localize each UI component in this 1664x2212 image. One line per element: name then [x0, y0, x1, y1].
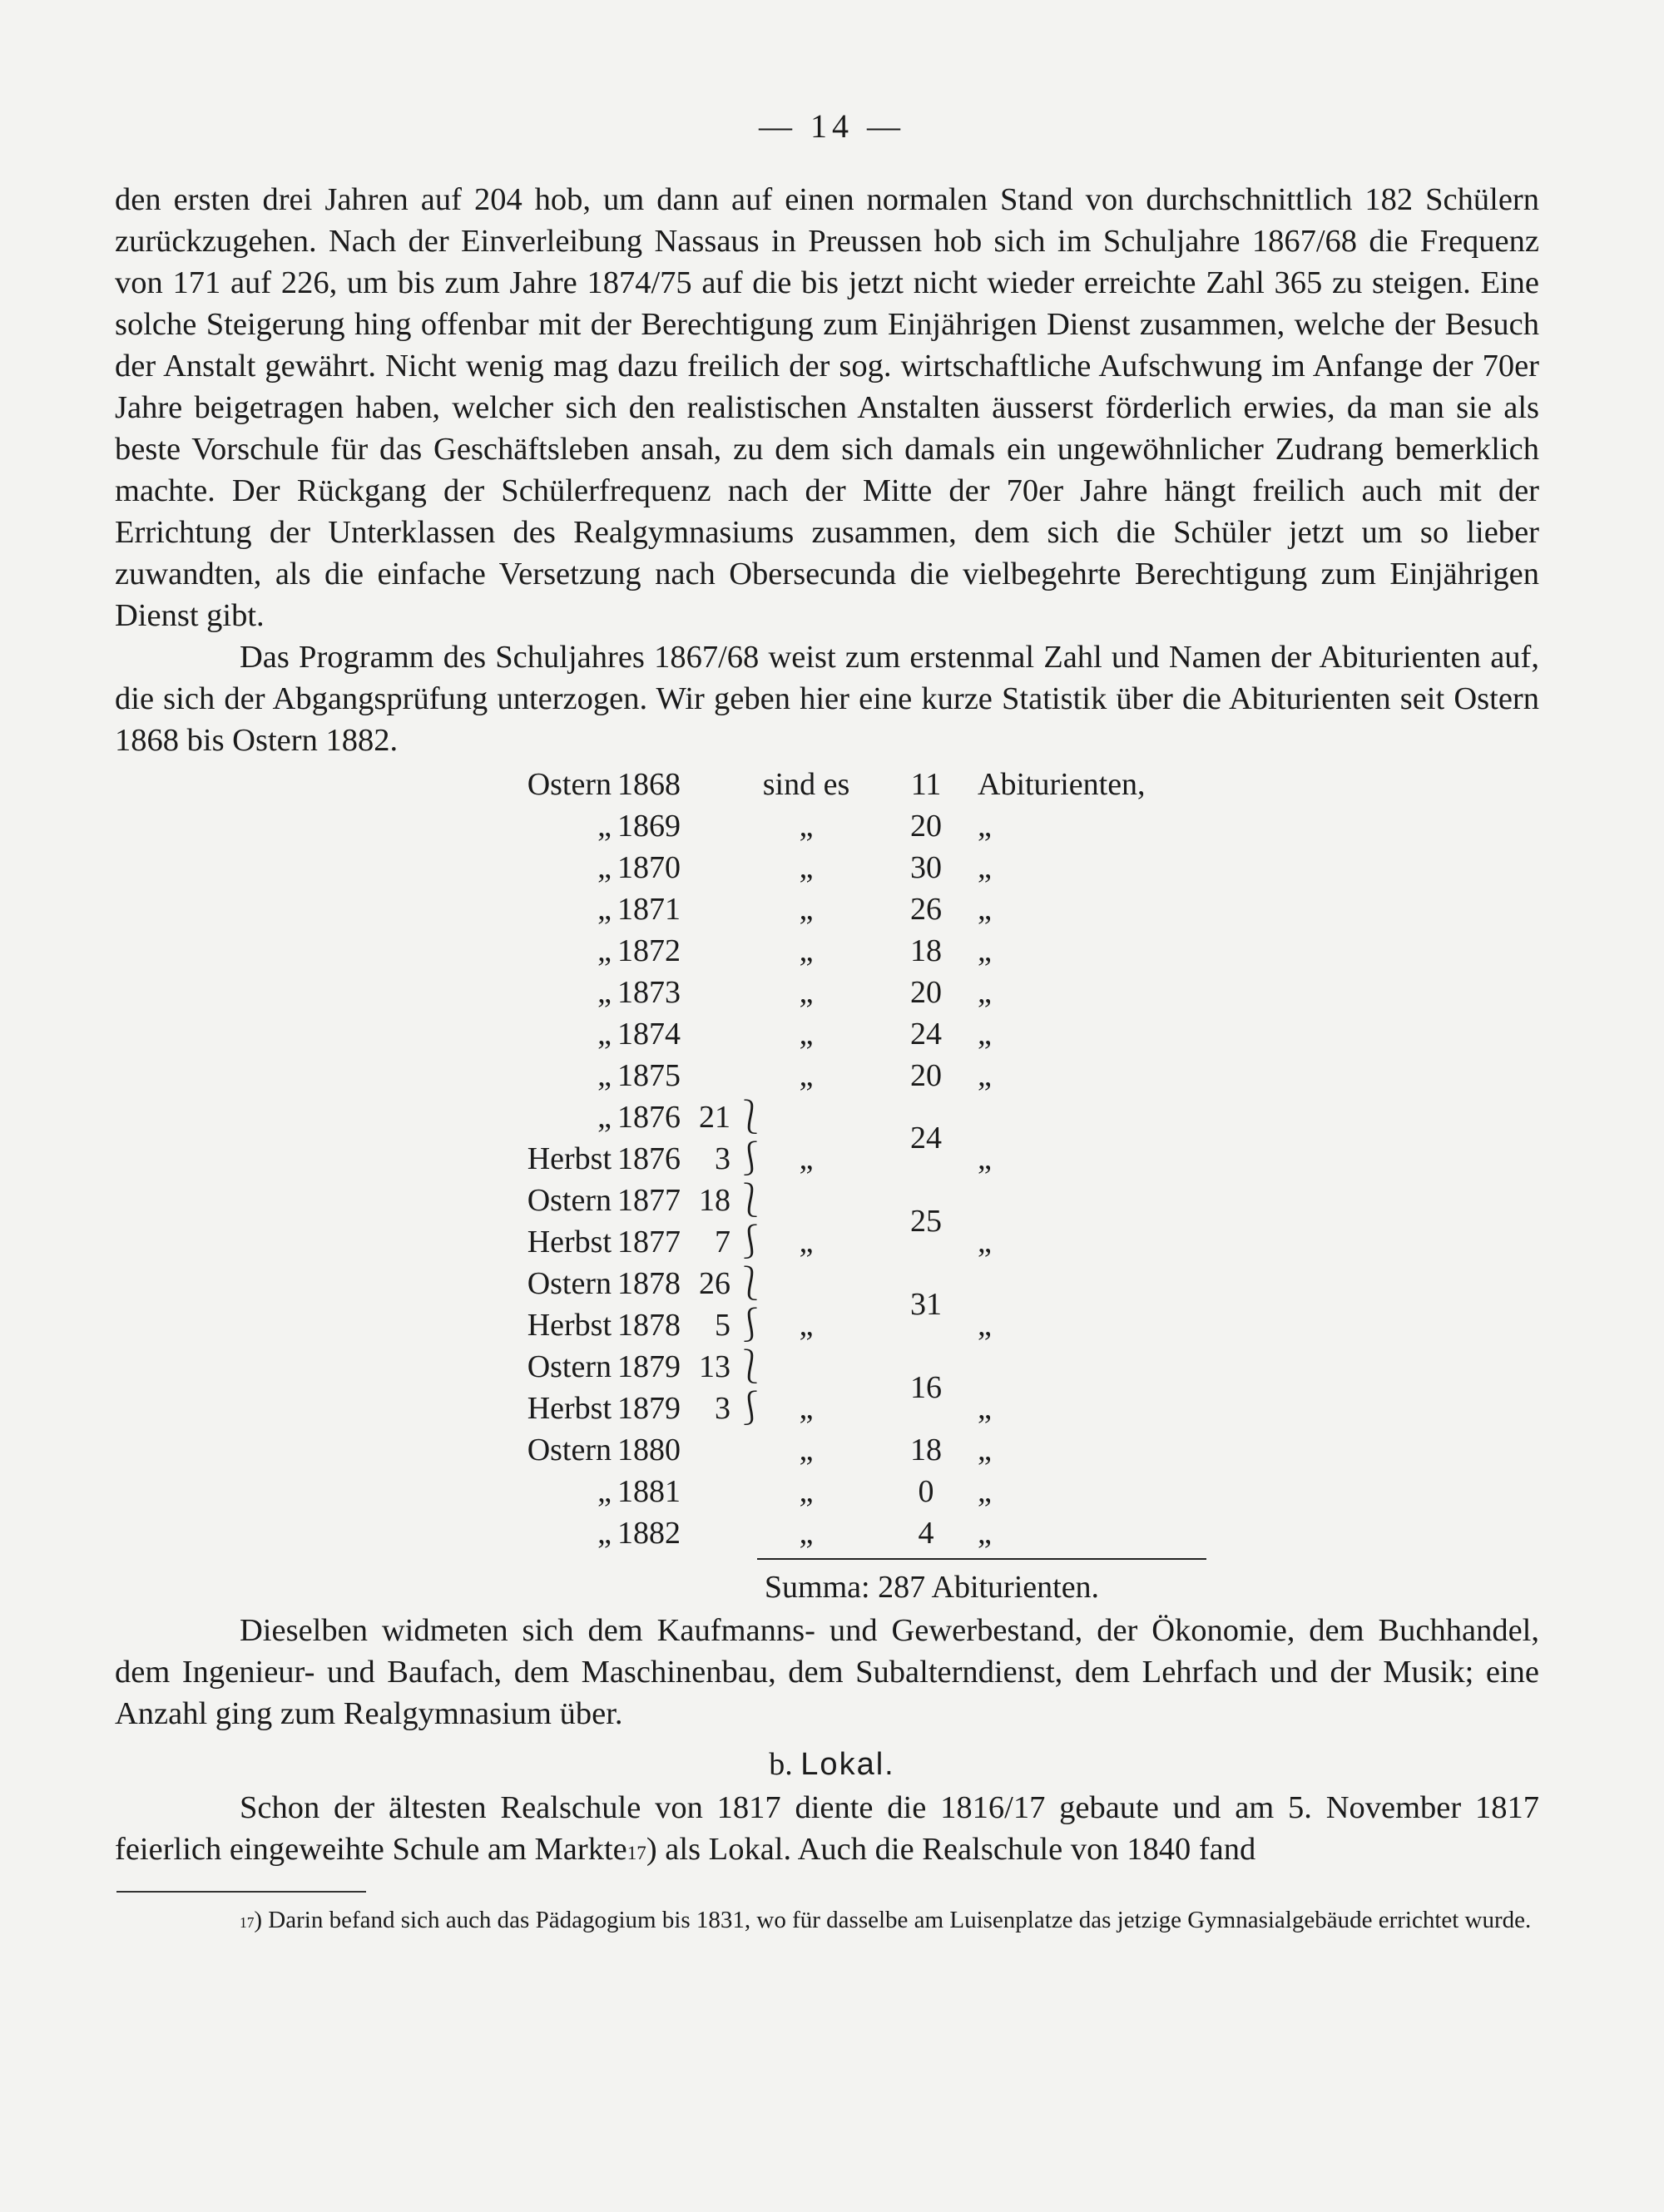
- season-label: Ostern: [527, 1183, 612, 1218]
- brace-mark: ⎱: [734, 1348, 767, 1385]
- footnote: [115, 1901, 1539, 1939]
- graduate-count: 26: [910, 892, 942, 927]
- ditto-mark: „: [978, 809, 992, 844]
- stat-row: [499, 805, 1181, 847]
- stat-row: [499, 930, 1181, 972]
- year-label: 1870: [617, 850, 681, 885]
- ditto-mark: „: [799, 1225, 814, 1259]
- lokal-paragraph: [115, 1787, 1539, 1870]
- graduate-count: 18: [910, 933, 942, 968]
- ditto-mark: „: [799, 850, 814, 885]
- season-label: „: [597, 1516, 612, 1551]
- sub-count: 3: [715, 1391, 730, 1426]
- section-heading-title: Lokal.: [800, 1747, 895, 1782]
- lokal-paragraph-body: [115, 1787, 1539, 1870]
- graduate-count: 20: [910, 975, 942, 1010]
- stat-group-row: [499, 1263, 1181, 1304]
- program-paragraph-text: Das Programm des Schuljahres 1867/68 weist zum erstenmal Zahl und Namen der Abiturienten auf, die sich der Abgangsprüfung unterzogen. Wir geben hier eine kurze Statistik über die Abiturienten seit Ostern 1868 bis Ostern 1882.: [115, 640, 1539, 758]
- ditto-mark: „: [978, 1058, 992, 1093]
- stat-group-row: [499, 1138, 1181, 1180]
- ditto-mark: „: [978, 1474, 992, 1509]
- footnote-text: ) Darin befand sich auch das Pädagogium bis 1831, wo für dasselbe am Luisenplatze das jetzige Gymnasialgebäude errichtet wurde.: [254, 1907, 1532, 1933]
- graduate-count: 24: [910, 1121, 942, 1155]
- ditto-mark: „: [978, 1391, 992, 1426]
- stat-group-row: [499, 1304, 1181, 1346]
- stat-row: [499, 888, 1181, 930]
- ditto-mark: „: [978, 933, 992, 968]
- season-label: „: [597, 809, 612, 844]
- stat-row: [499, 847, 1181, 888]
- graduate-count: 24: [910, 1017, 942, 1052]
- graduate-count: 20: [910, 809, 942, 844]
- brace-mark: ⎱: [734, 1098, 767, 1136]
- sub-count: 3: [715, 1141, 730, 1176]
- sub-count: 26: [699, 1266, 730, 1301]
- graduate-count: 4: [918, 1516, 934, 1551]
- ditto-mark: „: [978, 975, 992, 1010]
- ditto-mark: „: [799, 809, 814, 844]
- verb-label: sind es: [762, 767, 850, 802]
- stat-group-row: [499, 1221, 1181, 1263]
- ditto-mark: „: [799, 1433, 814, 1467]
- brace-mark: ⎰: [734, 1140, 767, 1177]
- ditto-mark: „: [799, 1017, 814, 1052]
- season-label: Herbst: [527, 1308, 612, 1343]
- ditto-mark: „: [978, 1225, 992, 1259]
- ditto-mark: „: [978, 1516, 992, 1551]
- ditto-mark: „: [799, 1141, 814, 1176]
- year-label: 1868: [617, 767, 681, 802]
- lokal-text-after-note: ) als Lokal. Auch die Realschule von 1840 fand: [646, 1832, 1256, 1867]
- sub-count: 18: [699, 1183, 730, 1218]
- brace-mark: ⎰: [734, 1223, 767, 1260]
- brace-mark: ⎰: [734, 1389, 767, 1427]
- stat-group-row: [499, 1180, 1181, 1221]
- season-label: „: [597, 1058, 612, 1093]
- career-paragraph: [115, 1610, 1539, 1734]
- section-heading: [0, 1744, 1664, 1785]
- season-label: „: [597, 933, 612, 968]
- stat-group-row: [499, 1096, 1181, 1138]
- season-label: „: [597, 850, 612, 885]
- section-heading-prefix: b.: [769, 1747, 793, 1782]
- program-paragraph: [115, 636, 1539, 761]
- intro-paragraph: den ersten drei Jahren auf 204 hob, um dann auf einen normalen Stand von durchschnittlich 182 Schülern zurückzugehen. Nach der Einverleibung Nassaus in Preussen hob sich im Schuljahre 1867/68 die Frequenz von 171 auf 226, um bis zum Jahre 1874/75 auf die bis jetzt nicht wieder erreichte Zahl 365 zu steigen. Eine solche Steigerung hing offenbar mit der Berechtigung zum Einjährigen Dienst zusammen, welche der Besuch der Anstalt gewährt. Nicht wenig mag dazu freilich der sog. wirtschaftliche Aufschwung im Anfange der 70er Jahre beigetragen haben, welcher sich den realistischen Anstalten äusserst förderlich erwies, da man sie als beste Vorschule für das Geschäftsleben ansah, zu dem sich damals ein ungewöhnlicher Zudrang bemerklich machte. Der Rückgang der Schülerfrequenz nach der Mitte der 70er Jahre hängt freilich auch mit der Errichtung der Unterklassen des Realgymnasiums zusammen, dem sich die Schüler jetzt um so lieber zuwandten, als die einfache Versetzung nach Obersecunda die vielbegehrte Berechtigung zum Einjährigen Dienst gibt.: [115, 182, 1539, 633]
- year-label: 1873: [617, 975, 681, 1010]
- season-label: „: [597, 975, 612, 1010]
- ditto-mark: „: [978, 1017, 992, 1052]
- stat-row: [499, 1013, 1181, 1055]
- year-label: 1879: [617, 1349, 681, 1384]
- ditto-mark: „: [978, 850, 992, 885]
- footnote-reference[interactable]: 17: [626, 1842, 646, 1863]
- year-label: 1878: [617, 1266, 681, 1301]
- ditto-mark: „: [799, 1474, 814, 1509]
- stat-group-row: [499, 1346, 1181, 1388]
- stat-row: [499, 1055, 1181, 1096]
- ditto-mark: „: [799, 1058, 814, 1093]
- summa-line: Summa: 287 Abiturienten.: [764, 1570, 1100, 1605]
- season-label: Herbst: [527, 1391, 612, 1426]
- season-label: Ostern: [527, 767, 612, 802]
- ditto-mark: „: [978, 1308, 992, 1343]
- graduate-count: 20: [910, 1058, 942, 1093]
- brace-mark: ⎱: [734, 1264, 767, 1302]
- year-label: 1876: [617, 1100, 681, 1135]
- season-label: „: [597, 1017, 612, 1052]
- year-label: 1882: [617, 1516, 681, 1551]
- brace-mark: ⎱: [734, 1181, 767, 1219]
- sub-count: 21: [699, 1100, 730, 1135]
- ditto-mark: „: [978, 1433, 992, 1467]
- season-label: Herbst: [527, 1225, 612, 1259]
- graduate-count: 31: [910, 1287, 942, 1322]
- year-label: 1880: [617, 1433, 681, 1467]
- sum-rule: [757, 1558, 1206, 1560]
- ditto-mark: „: [978, 1141, 992, 1176]
- season-label: „: [597, 1100, 612, 1135]
- season-label: Ostern: [527, 1433, 612, 1467]
- season-label: Ostern: [527, 1349, 612, 1384]
- year-label: 1881: [617, 1474, 681, 1509]
- stat-row: [499, 1429, 1181, 1471]
- year-label: 1875: [617, 1058, 681, 1093]
- year-label: 1872: [617, 933, 681, 968]
- stat-row: [499, 1471, 1181, 1512]
- footnote-body: [115, 1901, 1539, 1939]
- year-label: 1871: [617, 892, 681, 927]
- year-label: 1869: [617, 809, 681, 844]
- graduate-count: 11: [910, 767, 942, 802]
- year-label: 1874: [617, 1017, 681, 1052]
- season-label: „: [597, 1474, 612, 1509]
- year-label: 1877: [617, 1183, 681, 1218]
- career-paragraph-text: Dieselben widmeten sich dem Kaufmanns- und Gewerbestand, der Ökonomie, dem Buchhandel, dem Ingenieur- und Baufach, dem Maschinenbau, dem Subalterndienst, dem Lehrfach und der Musik; eine Anzahl ging zum Realgymnasium über.: [115, 1613, 1539, 1731]
- season-label: Herbst: [527, 1141, 612, 1176]
- page-number: — 14 —: [759, 107, 905, 145]
- footnote-mark: 17: [240, 1914, 255, 1931]
- sub-count: 5: [715, 1308, 730, 1343]
- stat-row: [499, 1512, 1181, 1554]
- abiturienten-statistics: [499, 764, 1181, 1562]
- graduate-count: 16: [910, 1370, 942, 1405]
- lokal-text-before-note: Schon der ältesten Realschule von 1817 diente die 1816/17 gebaute und am 5. November 1817 feierlich eingeweihte Schule am Markte: [115, 1790, 1539, 1867]
- year-label: 1878: [617, 1308, 681, 1343]
- ditto-mark: „: [799, 892, 814, 927]
- season-label: Ostern: [527, 1266, 612, 1301]
- ditto-mark: „: [799, 1516, 814, 1551]
- year-label: 1877: [617, 1225, 681, 1259]
- sub-count: 13: [699, 1349, 730, 1384]
- stat-group-row: [499, 1388, 1181, 1429]
- ditto-mark: „: [978, 892, 992, 927]
- sub-count: 7: [715, 1225, 730, 1259]
- footnote-rule: [116, 1891, 366, 1893]
- season-label: „: [597, 892, 612, 927]
- graduate-count: 30: [910, 850, 942, 885]
- year-label: 1876: [617, 1141, 681, 1176]
- stat-row: [499, 764, 1181, 805]
- graduate-count: 0: [918, 1474, 934, 1509]
- ditto-mark: „: [799, 1308, 814, 1343]
- graduate-count: 25: [910, 1204, 942, 1239]
- brace-mark: ⎰: [734, 1306, 767, 1344]
- year-label: 1879: [617, 1391, 681, 1426]
- unit-label: Abiturienten,: [978, 767, 1146, 802]
- ditto-mark: „: [799, 975, 814, 1010]
- ditto-mark: „: [799, 1391, 814, 1426]
- graduate-count: 18: [910, 1433, 942, 1467]
- stat-row: [499, 972, 1181, 1013]
- ditto-mark: „: [799, 933, 814, 968]
